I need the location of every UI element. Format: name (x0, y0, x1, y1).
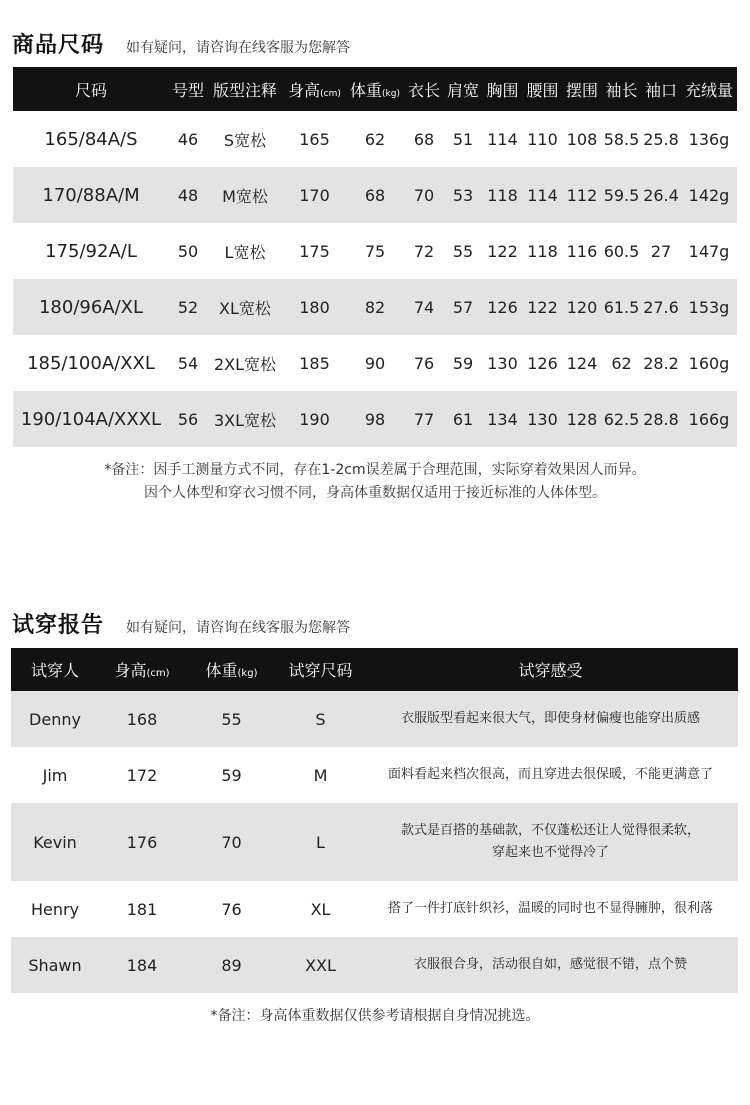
size-header-label: 肩宽 (446, 80, 479, 100)
size-header-10 (602, 67, 641, 111)
table-row (11, 937, 738, 993)
size-cell: 75 (346, 223, 404, 279)
size-cell: 27.6 (641, 279, 681, 335)
size-header-5 (404, 67, 444, 111)
size-header-label: 摆围 (565, 80, 598, 100)
size-cell: 165 (283, 111, 346, 167)
size-cell: 50 (169, 223, 207, 279)
size-cell: 128 (562, 391, 602, 447)
try-cell: 搭了一件打底针织衫，温暖的同时也不显得臃肿，很利落 (363, 881, 738, 937)
size-cell: 28.8 (641, 391, 681, 447)
size-header-11 (641, 67, 681, 111)
try-header-2 (185, 648, 278, 691)
try-section-header (12, 608, 350, 639)
size-cell: 114 (523, 167, 562, 223)
size-cell: 126 (482, 279, 523, 335)
size-cell: 62.5 (602, 391, 641, 447)
size-header-label: 胸围 (486, 80, 519, 100)
size-cell: 160g (681, 335, 737, 391)
try-cell: M (278, 747, 363, 803)
table-row (13, 167, 737, 223)
size-cell: 46 (169, 111, 207, 167)
size-cell: L宽松 (207, 223, 283, 279)
try-cell: Kevin (11, 803, 99, 881)
size-cell: 59 (444, 335, 482, 391)
table-row (11, 881, 738, 937)
try-header-label: 身高 (114, 661, 147, 680)
size-header-label: 体重 (350, 80, 383, 100)
size-header-3 (283, 67, 346, 111)
try-cell: 面料看起来档次很高，而且穿进去很保暖，不能更满意了 (363, 747, 738, 803)
size-cell: 58.5 (602, 111, 641, 167)
size-cell: 52 (169, 279, 207, 335)
try-header-0 (11, 648, 99, 691)
try-header-unit: (kg) (237, 668, 258, 679)
table-row (11, 691, 738, 747)
try-cell: 衣服很合身，活动很自如，感觉很不错，点个赞 (363, 937, 738, 993)
size-cell: 180/96A/XL (13, 279, 169, 335)
table-row (13, 223, 737, 279)
size-cell: 53 (444, 167, 482, 223)
size-header-12 (681, 67, 737, 111)
try-on-report-table (11, 648, 738, 993)
size-cell: 62 (346, 111, 404, 167)
size-cell: 142g (681, 167, 737, 223)
size-cell: 60.5 (602, 223, 641, 279)
try-cell: 76 (185, 881, 278, 937)
size-cell: 124 (562, 335, 602, 391)
size-header-unit: (kg) (382, 88, 400, 99)
table-row (13, 335, 737, 391)
size-cell: 116 (562, 223, 602, 279)
try-cell: 184 (99, 937, 185, 993)
size-cell: 110 (523, 111, 562, 167)
try-cell: XL (278, 881, 363, 937)
try-header-label: 试穿人 (30, 661, 79, 680)
size-cell: 120 (562, 279, 602, 335)
size-cell: 61 (444, 391, 482, 447)
try-section-title: 试穿报告 (12, 613, 105, 638)
size-cell: 185 (283, 335, 346, 391)
size-header-4 (346, 67, 404, 111)
size-header-2 (207, 67, 283, 111)
size-cell: 170 (283, 167, 346, 223)
try-cell: 176 (99, 803, 185, 881)
size-cell: 130 (482, 335, 523, 391)
size-cell: 76 (404, 335, 444, 391)
size-header-7 (482, 67, 523, 111)
try-cell: 款式是百搭的基础款，不仅蓬松还让人觉得很柔软， 穿起来也不觉得冷了 (363, 803, 738, 881)
size-cell: 70 (404, 167, 444, 223)
size-table-header-row (13, 67, 737, 111)
size-cell: 166g (681, 391, 737, 447)
size-header-label: 衣长 (407, 80, 440, 100)
try-cell: Shawn (11, 937, 99, 993)
size-cell: 175 (283, 223, 346, 279)
try-cell: S (278, 691, 363, 747)
size-cell: 126 (523, 335, 562, 391)
size-cell: 136g (681, 111, 737, 167)
size-cell: 3XL宽松 (207, 391, 283, 447)
size-cell: 118 (482, 167, 523, 223)
table-row (13, 279, 737, 335)
size-chart-table (13, 67, 737, 447)
size-header-label: 袖口 (644, 80, 677, 100)
size-cell: 51 (444, 111, 482, 167)
size-cell: 175/92A/L (13, 223, 169, 279)
size-cell: 185/100A/XXL (13, 335, 169, 391)
try-cell: L (278, 803, 363, 881)
size-cell: S宽松 (207, 111, 283, 167)
try-header-label: 试穿感受 (518, 661, 583, 680)
size-header-1 (169, 67, 207, 111)
size-cell: 98 (346, 391, 404, 447)
try-header-4 (363, 648, 738, 691)
size-cell: 190/104A/XXXL (13, 391, 169, 447)
try-cell: 89 (185, 937, 278, 993)
size-cell: 130 (523, 391, 562, 447)
size-cell: 59.5 (602, 167, 641, 223)
size-cell: 118 (523, 223, 562, 279)
size-cell: 147g (681, 223, 737, 279)
try-header-label: 试穿尺码 (288, 661, 353, 680)
size-cell: 25.8 (641, 111, 681, 167)
size-cell: 2XL宽松 (207, 335, 283, 391)
table-row (11, 747, 738, 803)
size-cell: 68 (346, 167, 404, 223)
size-cell: 122 (482, 223, 523, 279)
size-cell: 48 (169, 167, 207, 223)
try-header-1 (99, 648, 185, 691)
size-cell: 56 (169, 391, 207, 447)
size-cell: 180 (283, 279, 346, 335)
size-cell: 134 (482, 391, 523, 447)
table-row (11, 803, 738, 881)
size-section-title: 商品尺码 (12, 33, 105, 58)
try-header-label: 体重 (205, 661, 238, 680)
size-cell: 122 (523, 279, 562, 335)
size-cell: 77 (404, 391, 444, 447)
size-cell: XL宽松 (207, 279, 283, 335)
try-header-unit: (cm) (146, 668, 170, 679)
table-row (13, 111, 737, 167)
size-header-label: 腰围 (526, 80, 559, 100)
size-cell: 55 (444, 223, 482, 279)
size-header-label: 充绒量 (684, 80, 733, 100)
size-cell: 27 (641, 223, 681, 279)
try-note: *备注：身高体重数据仅供参考请根据自身情况挑选。 (210, 1008, 540, 1024)
size-cell: 114 (482, 111, 523, 167)
size-note-line1: *备注：因手工测量方式不同，存在1-2cm误差属于合理范围，实际穿着效果因人而异。 (104, 462, 646, 478)
size-cell: 68 (404, 111, 444, 167)
size-header-label: 身高 (288, 80, 321, 100)
size-cell: 28.2 (641, 335, 681, 391)
try-cell: 70 (185, 803, 278, 881)
try-cell: Denny (11, 691, 99, 747)
size-header-9 (562, 67, 602, 111)
size-header-label: 尺码 (74, 80, 107, 100)
size-cell: 165/84A/S (13, 111, 169, 167)
size-cell: 112 (562, 167, 602, 223)
try-cell: 172 (99, 747, 185, 803)
size-cell: 61.5 (602, 279, 641, 335)
size-cell: 190 (283, 391, 346, 447)
size-cell: 26.4 (641, 167, 681, 223)
try-cell: Jim (11, 747, 99, 803)
size-header-6 (444, 67, 482, 111)
try-cell: 衣服版型看起来很大气，即使身材偏瘦也能穿出质感 (363, 691, 738, 747)
size-section-subtitle: 如有疑问，请咨询在线客服为您解答 (126, 40, 351, 56)
size-cell: 108 (562, 111, 602, 167)
try-table-header-row (11, 648, 738, 691)
try-cell: XXL (278, 937, 363, 993)
try-cell: 59 (185, 747, 278, 803)
size-cell: 62 (602, 335, 641, 391)
size-cell: 57 (444, 279, 482, 335)
size-cell: 170/88A/M (13, 167, 169, 223)
size-header-8 (523, 67, 562, 111)
try-cell: Henry (11, 881, 99, 937)
size-cell: M宽松 (207, 167, 283, 223)
size-header-0 (13, 67, 169, 111)
size-header-label: 号型 (171, 80, 204, 100)
size-cell: 74 (404, 279, 444, 335)
size-cell: 72 (404, 223, 444, 279)
size-cell: 54 (169, 335, 207, 391)
size-section-header (12, 28, 350, 59)
size-note-line2: 因个人体型和穿衣习惯不同，身高体重数据仅适用于接近标准的人体体型。 (144, 485, 606, 501)
size-header-label: 袖长 (605, 80, 638, 100)
size-cell: 153g (681, 279, 737, 335)
size-cell: 90 (346, 335, 404, 391)
try-cell: 181 (99, 881, 185, 937)
try-cell: 55 (185, 691, 278, 747)
size-header-unit: (cm) (320, 88, 341, 99)
size-cell: 82 (346, 279, 404, 335)
table-row (13, 391, 737, 447)
try-header-3 (278, 648, 363, 691)
try-cell: 168 (99, 691, 185, 747)
try-section-subtitle: 如有疑问，请咨询在线客服为您解答 (126, 620, 351, 636)
size-header-label: 版型注释 (212, 80, 277, 100)
